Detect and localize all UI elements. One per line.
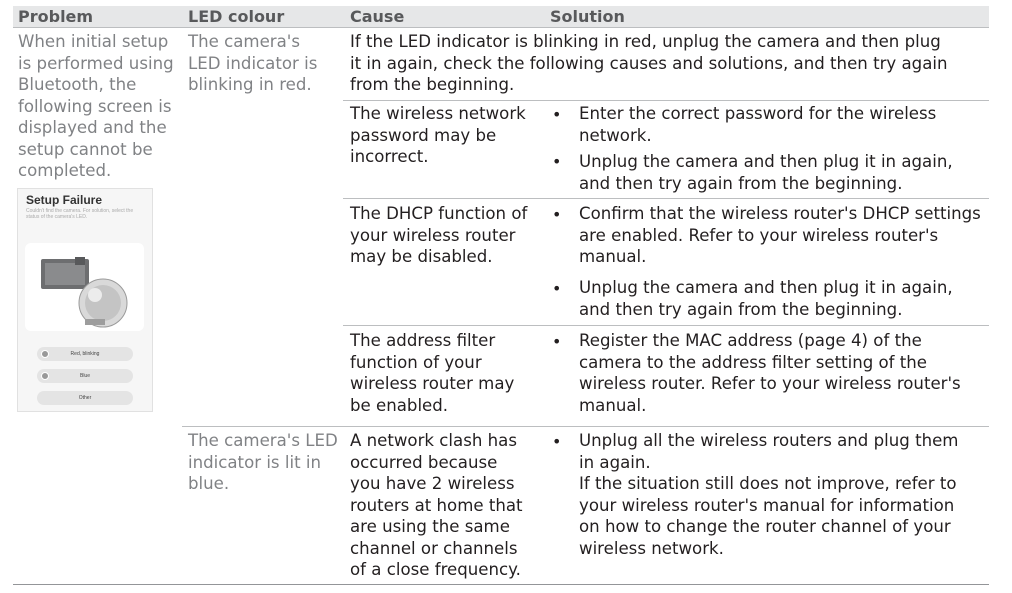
cause-network-clash (350, 430, 523, 581)
option-blue[interactable] (37, 369, 133, 383)
bullet-icon: • (552, 105, 562, 124)
problem-line: Bluetooth, the (18, 75, 137, 94)
solution-network-clash (579, 430, 958, 559)
bullet-icon: • (552, 279, 562, 298)
intro-line: If the LED indicator is blinking in red, unplug the camera and then plug (350, 32, 941, 51)
cause-line: routers at home that (350, 495, 523, 515)
problem-line: is performed using (18, 53, 174, 73)
cause-line: channel or channels (350, 538, 518, 558)
option-label: Red, blinking (70, 351, 100, 357)
cause-line: The wireless network (350, 104, 526, 123)
cause-line: wireless router may (350, 374, 515, 393)
camera-led-illustration (25, 243, 144, 331)
divider (343, 100, 989, 101)
problem-text (18, 31, 174, 182)
solution-line: your wireless router's manual for information (579, 495, 955, 515)
solution-line: are enabled. Refer to your wireless router's (579, 225, 939, 245)
option-label: Other (78, 395, 92, 401)
red-intro-text (350, 31, 948, 96)
radio-icon (41, 372, 49, 380)
cause-line: are using the same (350, 517, 510, 536)
cause-line: function of your (350, 352, 482, 372)
led-line: blue. (188, 474, 230, 493)
divider (182, 426, 989, 427)
cause-dhcp (350, 203, 527, 268)
solution-password-1 (579, 103, 936, 146)
led-red-text (188, 31, 317, 96)
problem-line: displayed and the (18, 118, 167, 137)
camera-illustration (25, 243, 144, 331)
solution-dhcp-2 (579, 277, 953, 320)
cause-address-filter (350, 330, 514, 416)
solution-line: and then try again from the beginning. (579, 173, 903, 193)
led-line: The camera's (188, 32, 300, 51)
cause-line: may be disabled. (350, 247, 493, 266)
solution-dhcp-1 (579, 203, 981, 268)
solution-line: wireless network. (579, 538, 724, 558)
solution-address-filter (579, 330, 961, 416)
problem-line: setup cannot be (18, 139, 153, 159)
option-label: Blue (79, 373, 90, 379)
solution-line: camera to the address filter setting of the (579, 352, 928, 372)
intro-line: it in again, check the following causes and solutions, and then try again (350, 53, 948, 73)
header-led-colour: LED colour (188, 7, 285, 26)
solution-line: Unplug the camera and then plug it in again, (579, 278, 953, 297)
bullet-icon: • (552, 205, 562, 224)
table-header (13, 6, 989, 28)
cause-line: you have 2 wireless (350, 474, 515, 493)
cause-line: password may be (350, 125, 497, 145)
phone-subtitle: Couldn't find the camera. For solution, select the status of the camera's LED. (26, 208, 134, 220)
cause-line: incorrect. (350, 147, 429, 166)
led-line: LED indicator is (188, 53, 318, 73)
cause-line: occurred because (350, 452, 498, 472)
solution-line: in again. (579, 452, 651, 472)
header-cause: Cause (350, 7, 405, 26)
solution-line: manual. (579, 395, 647, 415)
solution-line: and then try again from the beginning. (579, 299, 903, 319)
cause-line: your wireless router (350, 225, 516, 245)
led-line: indicator is lit in (188, 452, 321, 472)
bullet-icon: • (552, 332, 562, 351)
problem-line: following screen is (18, 96, 172, 116)
option-other[interactable] (37, 391, 133, 405)
intro-line: from the beginning. (350, 75, 515, 94)
option-red-blinking[interactable] (37, 347, 133, 361)
solution-line: Enter the correct password for the wireless (579, 104, 937, 123)
table-bottom-rule (13, 584, 989, 585)
bullet-icon: • (552, 432, 562, 451)
phone-title: Setup Failure (26, 193, 103, 207)
cause-line: of a close frequency. (350, 560, 521, 579)
cause-line: be enabled. (350, 395, 449, 415)
divider (343, 198, 989, 199)
header-solution: Solution (550, 7, 625, 26)
bullet-icon: • (552, 152, 562, 171)
problem-line: When initial setup (18, 32, 169, 51)
cause-line: A network clash has (350, 431, 517, 450)
solution-line: manual. (579, 247, 647, 266)
cause-line: The DHCP function of (350, 204, 528, 223)
solution-line: If the situation still does not improve, refer to (579, 474, 957, 493)
solution-line: Confirm that the wireless router's DHCP settings (579, 204, 981, 223)
setup-failure-screenshot (17, 188, 153, 412)
led-line: The camera's LED (188, 431, 338, 450)
radio-icon (41, 350, 49, 358)
led-line: blinking in red. (188, 75, 312, 94)
solution-line: on how to change the router channel of your (579, 517, 951, 536)
header-problem: Problem (18, 7, 94, 26)
led-blue-text (188, 430, 338, 495)
solution-line: wireless router. Refer to your wireless router's (579, 374, 961, 393)
solution-line: network. (579, 125, 652, 145)
divider (343, 325, 989, 326)
solution-password-2 (579, 151, 953, 194)
cause-line: The address filter (350, 331, 496, 350)
cause-password (350, 103, 526, 168)
solution-line: Unplug all the wireless routers and plug them (579, 431, 959, 450)
problem-line: completed. (18, 161, 112, 180)
solution-line: Unplug the camera and then plug it in again, (579, 152, 953, 171)
solution-line: Register the MAC address (page 4) of the (579, 331, 922, 350)
